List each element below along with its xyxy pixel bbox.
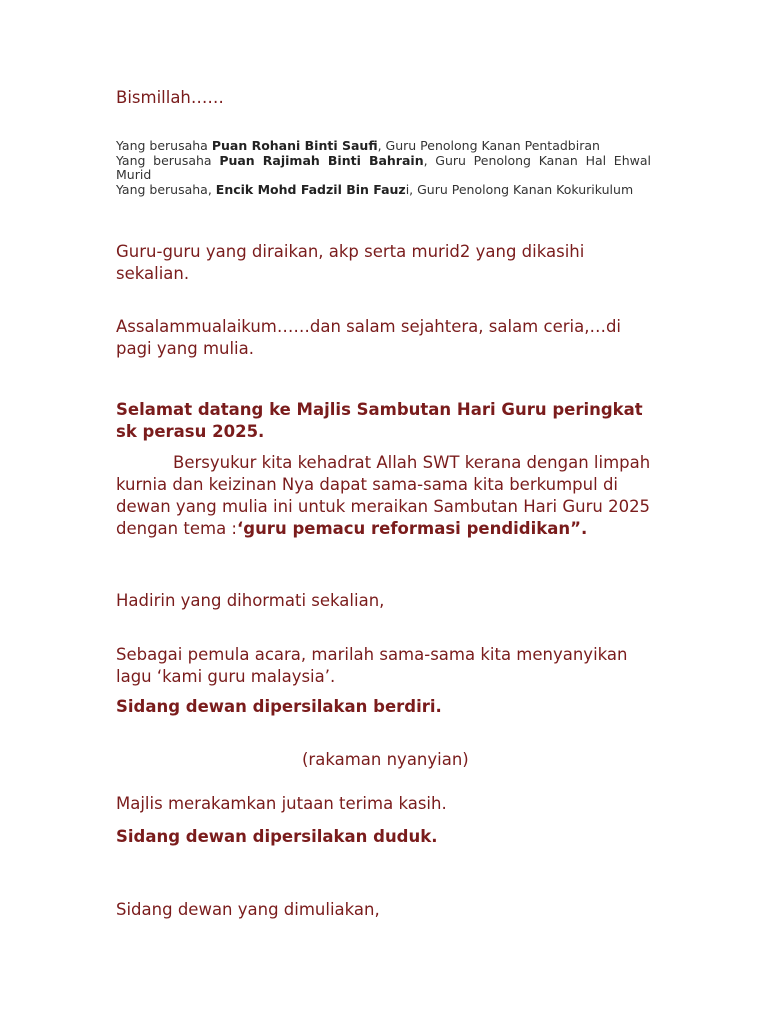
gratitude-text: Bersyukur kita kehadrat Allah SWT kerana dengan limpah kurnia dan keizinan Nya dapat sama-sama kita berkumpul di dewan yang mulia ini untuk meraikan Sambutan Hari Guru 2025 dengan tema : (116, 453, 651, 538)
salutation-list (116, 139, 651, 197)
salutation-2-name: Puan Rajimah Binti Bahrain (219, 152, 424, 168)
salutation-1-prefix: Yang berusaha (116, 138, 212, 153)
salutation-3-suffix: i, Guru Penolong Kanan Kokurikulum (405, 181, 634, 197)
salutation-1-name: Puan Rohani Binti Saufi (211, 138, 378, 153)
greeting-teachers: Guru-guru yang diraikan, akp serta murid2 yang dikasihi sekalian. (116, 242, 585, 283)
salutation-1 (116, 139, 651, 154)
salutation-1-suffix: , Guru Penolong Kanan Pentadbiran (377, 138, 600, 153)
opening-line: Bismillah…… (116, 88, 224, 107)
salutation-3 (116, 183, 651, 198)
salutation-3-prefix: Yang berusaha, (116, 181, 216, 197)
salutation-2-suffix: , Guru Penolong Kanan Hal Ehwal Murid (116, 152, 651, 182)
thanks-text: Majlis merakamkan jutaan terima kasih. (116, 794, 447, 813)
theme-text: ‘guru pemacu reformasi pendidikan”. (236, 519, 588, 538)
salutation-3-name: Encik Mohd Fadzil Bin Fauz (215, 181, 406, 197)
salutation-2 (116, 154, 651, 183)
song-intro: Sebagai pemula acara, marilah sama-sama kita menyanyikan lagu ‘kami guru malaysia’. (116, 645, 628, 686)
welcome-heading: Selamat datang ke Majlis Sambutan Hari Guru peringkat sk perasu 2025. (116, 400, 643, 441)
stand-instruction: Sidang dewan dipersilakan berdiri. (116, 697, 442, 716)
gratitude-paragraph (116, 452, 651, 540)
audience-address-1: Hadirin yang dihormati sekalian, (116, 591, 385, 610)
sit-instruction: Sidang dewan dipersilakan duduk. (116, 827, 438, 846)
salutation-2-prefix: Yang berusaha (116, 152, 220, 168)
greeting-salam: Assalammualaikum……dan salam sejahtera, salam ceria,…di pagi yang mulia. (116, 317, 621, 358)
audience-address-2: Sidang dewan yang dimuliakan, (116, 900, 380, 919)
recording-note: (rakaman nyanyian) (302, 750, 469, 769)
